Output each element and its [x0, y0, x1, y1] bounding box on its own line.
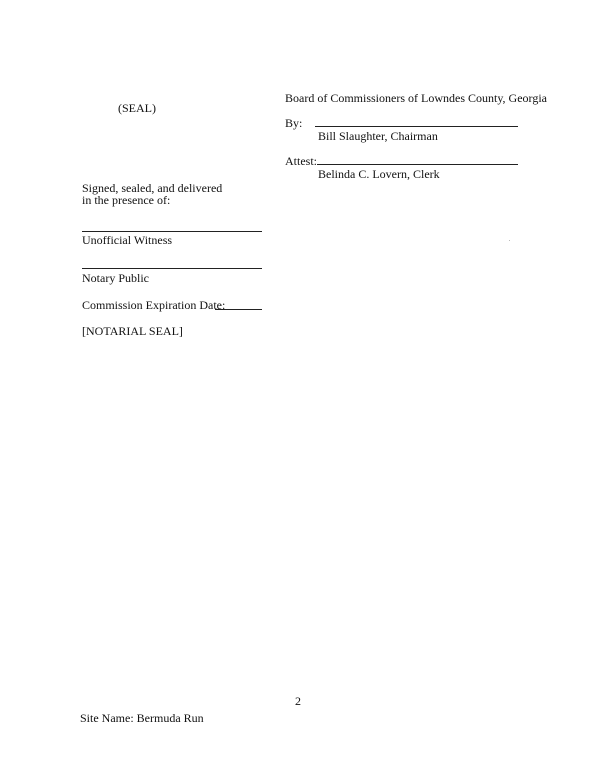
- notarial-seal-label: [NOTARIAL SEAL]: [82, 324, 183, 338]
- witness-intro-line1: Signed, sealed, and delivered: [82, 181, 223, 195]
- notary-public-label: Notary Public: [82, 271, 149, 285]
- attest-label: Attest:: [285, 154, 317, 168]
- clerk-name: Belinda C. Lovern, Clerk: [318, 167, 440, 181]
- clerk-signature-line: [317, 164, 518, 165]
- witness-signature-line: [82, 231, 262, 232]
- chairman-name: Bill Slaughter, Chairman: [318, 129, 438, 143]
- unofficial-witness-label: Unofficial Witness: [82, 233, 173, 247]
- commission-expiration-label: Commission Expiration Date:: [82, 298, 226, 312]
- seal-label: (SEAL): [118, 101, 156, 115]
- scan-speck: [509, 240, 510, 241]
- board-name: Board of Commissioners of Lowndes County, Georgia: [285, 91, 547, 105]
- site-name: Site Name: Bermuda Run: [80, 711, 204, 725]
- page-number: 2: [295, 694, 301, 708]
- commission-expiration-line: [215, 309, 262, 310]
- witness-intro-line2: in the presence of:: [82, 193, 171, 207]
- notary-signature-line: [82, 268, 262, 269]
- chairman-signature-line: [315, 126, 518, 127]
- by-label: By:: [285, 116, 303, 130]
